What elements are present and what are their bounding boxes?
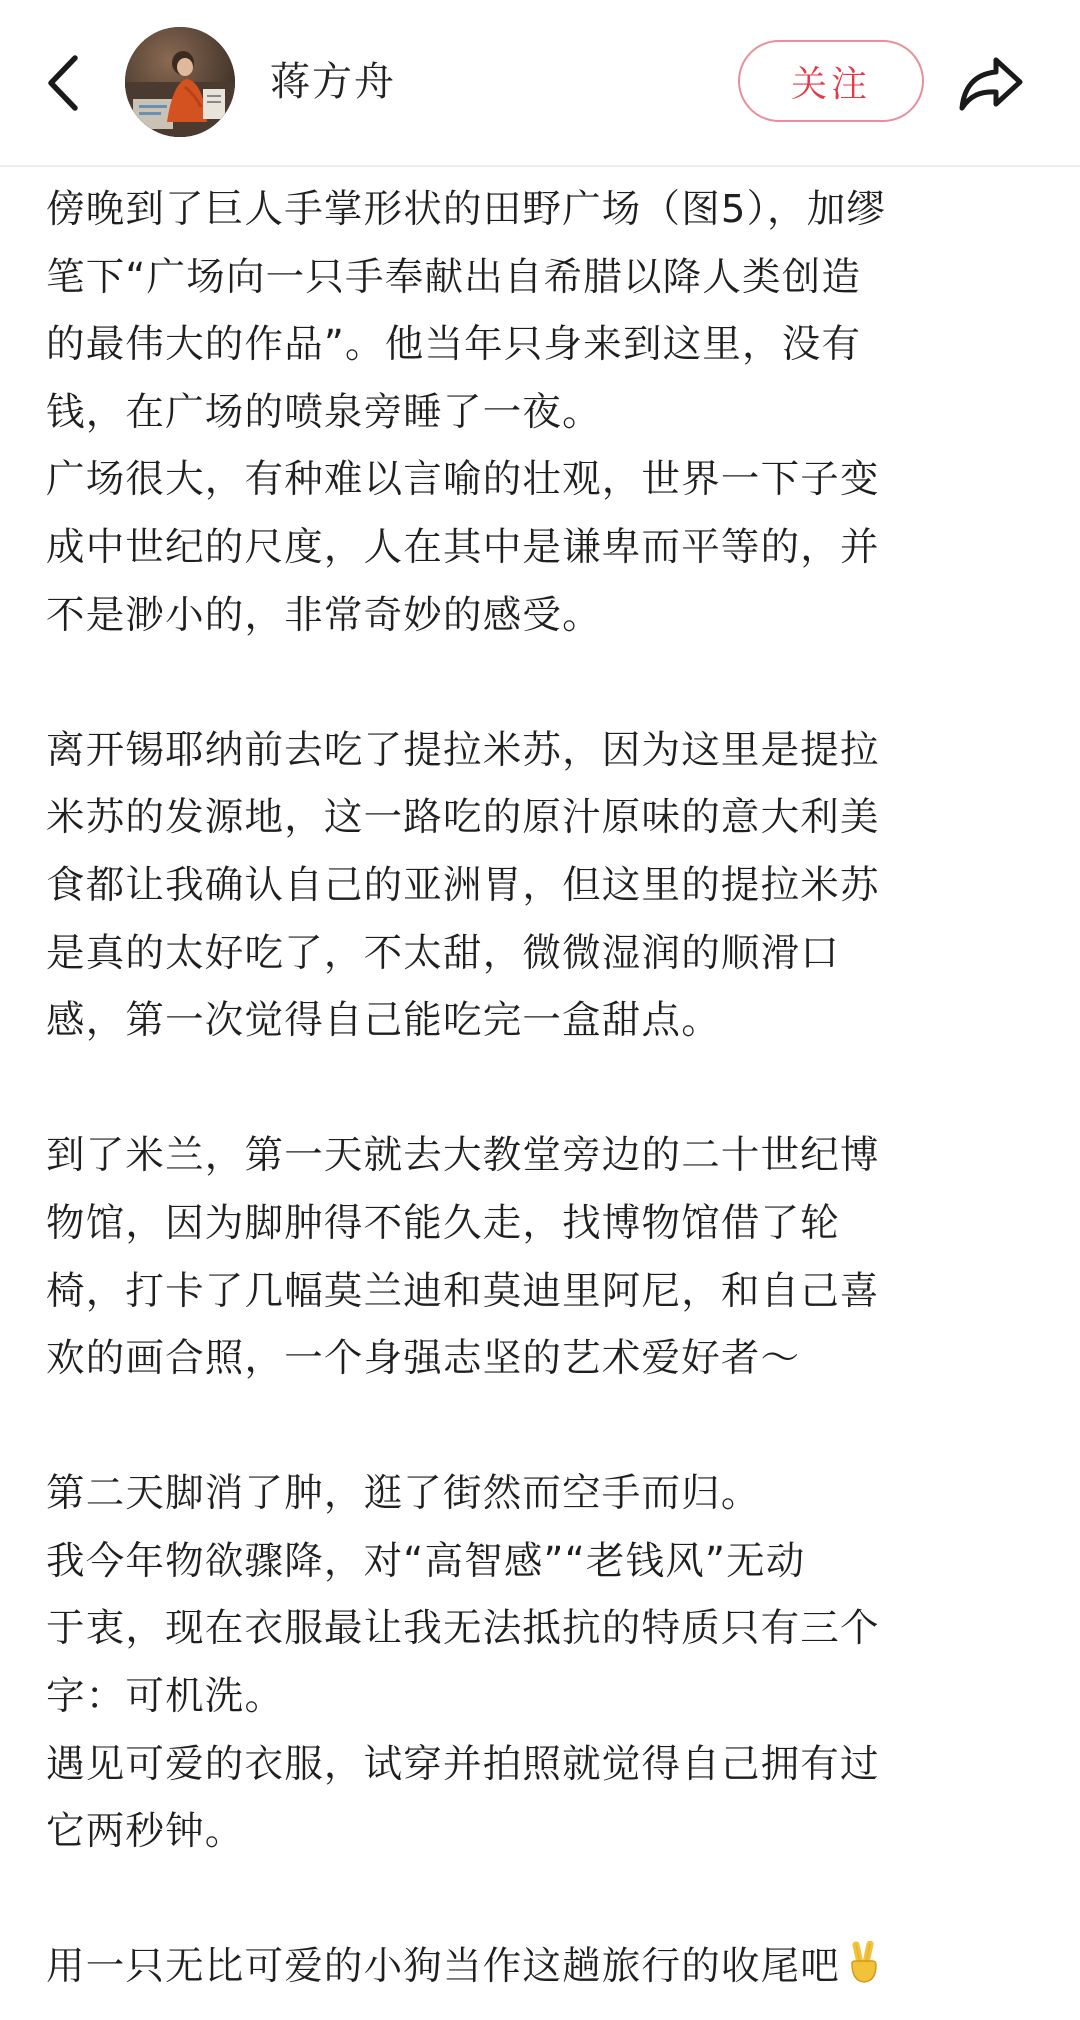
follow-button[interactable]: 关注 (738, 40, 924, 122)
text-line: 食都让我确认自己的亚洲胃，但这里的提拉米苏 (46, 862, 880, 908)
text-line: 用一只无比可爱的小狗当作这趟旅行的收尾吧 (46, 1944, 841, 1990)
text-line: 广场很大，有种难以言喻的壮观，世界一下子变 (46, 457, 880, 503)
author-name[interactable]: 蒋方舟 (270, 59, 396, 105)
post-body (46, 176, 1046, 2001)
text-line: 欢的画合照，一个身强志坚的艺术爱好者～ (46, 1336, 801, 1382)
paragraph-gap (46, 1055, 1046, 1123)
text-line: 遇见可爱的衣服，试穿并拍照就觉得自己拥有过 (46, 1741, 880, 1787)
victory-hand-emoji (844, 1939, 884, 1983)
text-line: 字：可机洗。 (46, 1674, 285, 1720)
text-line: 于衷，现在衣服最让我无法抵抗的特质只有三个 (46, 1606, 880, 1652)
author-avatar[interactable] (125, 27, 235, 137)
text-line: 傍晚到了巨人手掌形状的田野广场（图5），加缪 (46, 187, 887, 232)
text-line: 米苏的发源地，这一路吃的原汁原味的意大利美 (46, 795, 880, 841)
text-line: 成中世纪的尺度，人在其中是谦卑而平等的，并 (46, 524, 880, 570)
top-bar (0, 0, 1080, 167)
text-line: 我今年物欲骤降，对“高智感”“老钱风”无动 (46, 1538, 806, 1584)
text-line: 感，第一次觉得自己能吃完一盒甜点。 (46, 998, 721, 1044)
paragraph-gap (46, 1393, 1046, 1461)
bottom-fade (0, 1990, 1080, 2020)
text-line: 物馆，因为脚肿得不能久走，找博物馆借了轮 (46, 1200, 841, 1246)
text-line: 第二天脚消了肿，逛了街然而空手而归。 (46, 1471, 761, 1517)
chevron-left-icon (45, 54, 81, 112)
text-line: 离开锡耶纳前去吃了提拉米苏，因为这里是提拉 (46, 727, 880, 773)
text-line: 是真的太好吃了，不太甜，微微湿润的顺滑口 (46, 930, 841, 976)
text-line: 它两秒钟。 (46, 1809, 245, 1855)
share-arrow-icon (958, 54, 1024, 112)
text-line: 椅，打卡了几幅莫兰迪和莫迪里阿尼，和自己喜 (46, 1268, 880, 1314)
back-button[interactable] (38, 48, 88, 118)
text-line: 不是渺小的，非常奇妙的感受。 (46, 592, 602, 638)
share-button[interactable] (955, 50, 1027, 116)
text-line: 的最伟大的作品”。他当年只身来到这里，没有 (46, 322, 862, 368)
paragraph-gap (46, 1866, 1046, 1934)
text-line: 笔下“广场向一只手奉献出自希腊以降人类创造 (46, 254, 862, 300)
paragraph-gap (46, 649, 1046, 717)
text-line: 到了米兰，第一天就去大教堂旁边的二十世纪博 (46, 1133, 880, 1179)
avatar-image (125, 27, 235, 137)
text-line: 钱，在广场的喷泉旁睡了一夜。 (46, 389, 602, 435)
